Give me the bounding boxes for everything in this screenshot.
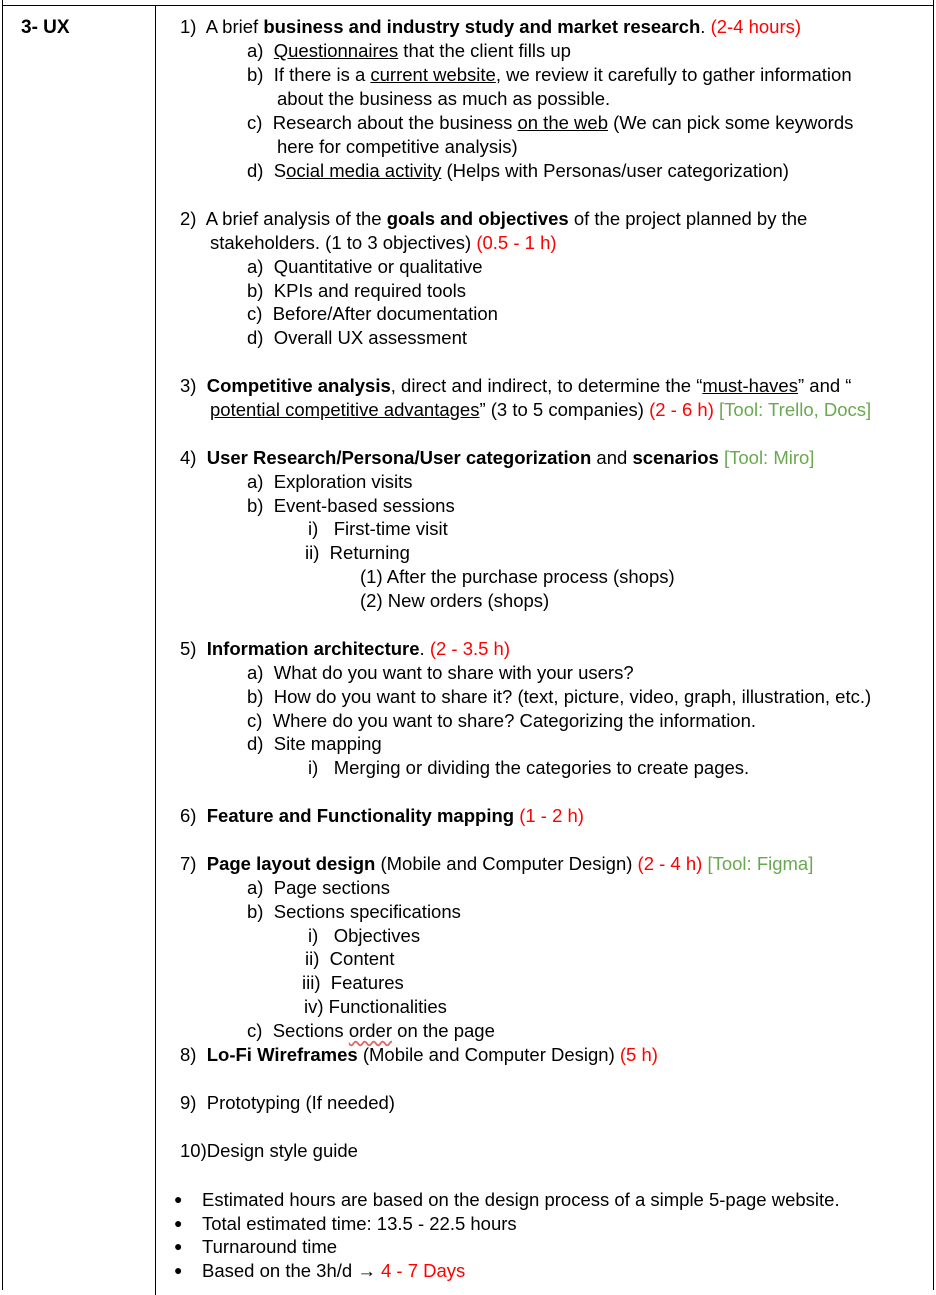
- sub-item-4b-i: i) First-time visit: [308, 518, 448, 539]
- list-item-10: 10)Design style guide: [180, 1140, 358, 1161]
- sub-item-2b: b) KPIs and required tools: [247, 280, 467, 301]
- list-item-9: 9) Prototyping (If needed): [180, 1092, 395, 1113]
- sub-item-2a: a) Quantitative or qualitative: [247, 256, 483, 277]
- sub-item-7b: b) Sections specifications: [247, 901, 461, 922]
- sub-item-2d: d) Overall UX assessment: [247, 327, 468, 348]
- sub-item-5b: b) How do you want to share it? (text, picture, video, graph, illustration, etc.): [247, 686, 872, 707]
- sub-item-1a: a) Questionnaires that the client fills up: [247, 40, 571, 61]
- sub-item-4a: a) Exploration visits: [247, 471, 413, 492]
- sub-item-7b-iv: iv) Functionalities: [304, 996, 447, 1017]
- list-item-8: 8) Lo-Fi Wireframes (Mobile and Computer Design) (5 h): [180, 1044, 658, 1065]
- sub-item-4b-ii-2: (2) New orders (shops): [360, 590, 550, 611]
- sub-item-5a: a) What do you want to share with your users?: [247, 662, 634, 683]
- sub-item-2c: c) Before/After documentation: [247, 303, 498, 324]
- section-label: 3- UX: [21, 17, 70, 38]
- list-item-4: 4) User Research/Persona/User categorization and scenarios [Tool: Miro]: [180, 447, 815, 468]
- sub-item-1d: d) Social media activity (Helps with Personas/user categorization): [247, 160, 789, 181]
- bullet-item-2: ● Total estimated time: 13.5 - 22.5 hours: [174, 1213, 517, 1234]
- list-item-2-cont: stakeholders. (1 to 3 objectives) (0.5 - 1 h): [210, 232, 557, 253]
- sub-item-7b-i: i) Objectives: [308, 925, 421, 946]
- list-item-3: 3) Competitive analysis, direct and indirect, to determine the “must-haves” and “: [180, 375, 852, 396]
- sub-item-1c-cont: here for competitive analysis): [277, 136, 518, 157]
- list-item-6: 6) Feature and Functionality mapping (1 - 2 h): [180, 805, 584, 826]
- list-item-3-cont: potential competitive advantages” (3 to 5 companies) (2 - 6 h) [Tool: Trello, Docs]: [210, 399, 872, 420]
- bullet-item-4: ● Based on the 3h/d → 4 - 7 Days: [174, 1260, 466, 1281]
- sub-item-4b-ii-1: (1) After the purchase process (shops): [360, 566, 675, 587]
- bullet-item-1: ● Estimated hours are based on the design process of a simple 5-page website.: [174, 1189, 840, 1210]
- sub-item-7b-iii: iii) Features: [302, 972, 404, 993]
- sub-item-7a: a) Page sections: [247, 877, 390, 898]
- sub-item-5c: c) Where do you want to share? Categorizing the information.: [247, 710, 757, 731]
- list-item-2: 2) A brief analysis of the goals and objectives of the project planned by the: [180, 208, 808, 229]
- sub-item-5d-i: i) Merging or dividing the categories to create pages.: [308, 757, 750, 778]
- sub-item-4b: b) Event-based sessions: [247, 495, 455, 516]
- sub-item-7c: c) Sections order on the page: [247, 1020, 495, 1041]
- sub-item-7b-ii: ii) Content: [305, 948, 395, 969]
- table-top-border: [2, 5, 934, 6]
- sub-item-5d: d) Site mapping: [247, 733, 382, 754]
- list-item-7: 7) Page layout design (Mobile and Computer Design) (2 - 4 h) [Tool: Figma]: [180, 853, 814, 874]
- sub-item-1b: b) If there is a current website, we review it carefully to gather information: [247, 64, 852, 85]
- bullet-item-3: ● Turnaround time: [174, 1236, 338, 1257]
- list-item-5: 5) Information architecture. (2 - 3.5 h): [180, 638, 511, 659]
- list-item-1: 1) A brief business and industry study and market research. (2-4 hours): [180, 16, 802, 37]
- sub-item-1c: c) Research about the business on the web (We can pick some keywords: [247, 112, 854, 133]
- column-divider: [155, 5, 156, 1295]
- sub-item-1b-cont: about the business as much as possible.: [277, 88, 611, 109]
- sub-item-4b-ii: ii) Returning: [305, 542, 410, 563]
